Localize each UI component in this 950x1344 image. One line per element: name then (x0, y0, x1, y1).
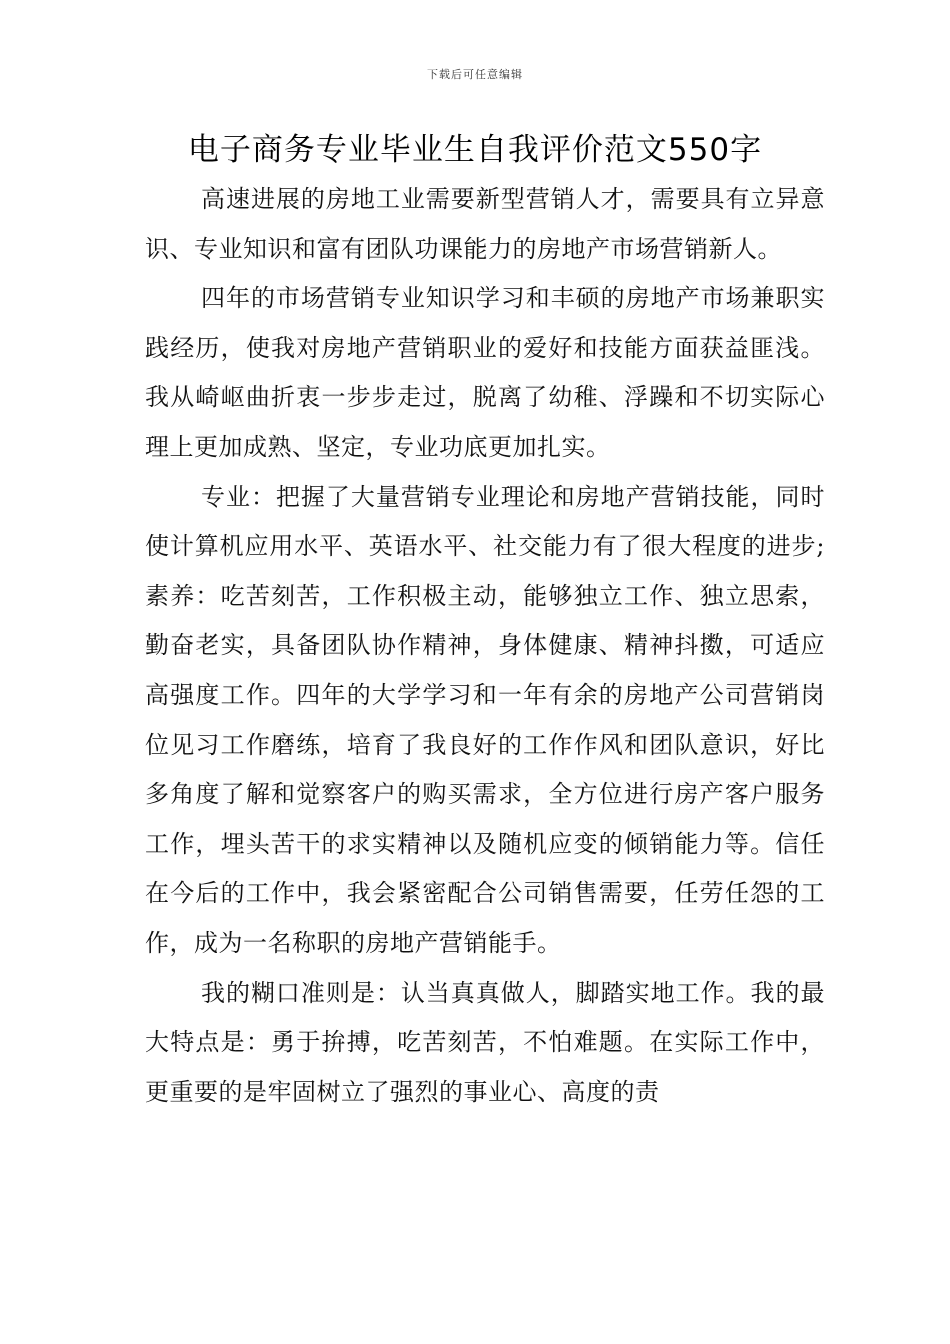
header-note: 下载后可任意编辑 (427, 68, 523, 81)
paragraph-1: 高速进展的房地工业需要新型营销人才，需要具有立异意识、专业知识和富有团队功课能力的房地产市场营销新人。 (145, 185, 825, 263)
document-body (145, 175, 825, 1117)
document-title: 电子商务专业毕业生自我评价范文550字 (187, 132, 763, 168)
paragraph-4: 我的糊口准则是：认当真真做人，脚踏实地工作。我的最大特点是：勇于拚搏，吃苦刻苦，不怕难题。在实际工作中，更重要的是牢固树立了强烈的事业心、高度的责 (145, 978, 825, 1106)
paragraph-3: 专业：把握了大量营销专业理论和房地产营销技能，同时使计算机应用水平、英语水平、社交能力有了很大程度的进步;素养：吃苦刻苦，工作积极主动，能够独立工作、独立思索，勤奋老实，具备团队协作精神，身体健康、精神抖擞，可适应高强度工作。四年的大学学习和一年有余的房地产公司营销岗位见习工作磨练，培育了我良好的工作作风和团队意识，好比多角度了解和觉察客户的购买需求，全方位进行房产客户服务工作，埋头苦干的求实精神以及随机应变的倾销能力等。信任在今后的工作中，我会紧密配合公司销售需要，任劳任怨的工作，成为一名称职的房地产营销能手。 (145, 482, 825, 957)
paragraph-2: 四年的市场营销专业知识学习和丰硕的房地产市场兼职实践经历，使我对房地产营销职业的爱好和技能方面获益匪浅。我从崎岖曲折衷一步步走过，脱离了幼稚、浮躁和不切实际心理上更加成熟、坚定，专业功底更加扎实。 (145, 284, 825, 461)
